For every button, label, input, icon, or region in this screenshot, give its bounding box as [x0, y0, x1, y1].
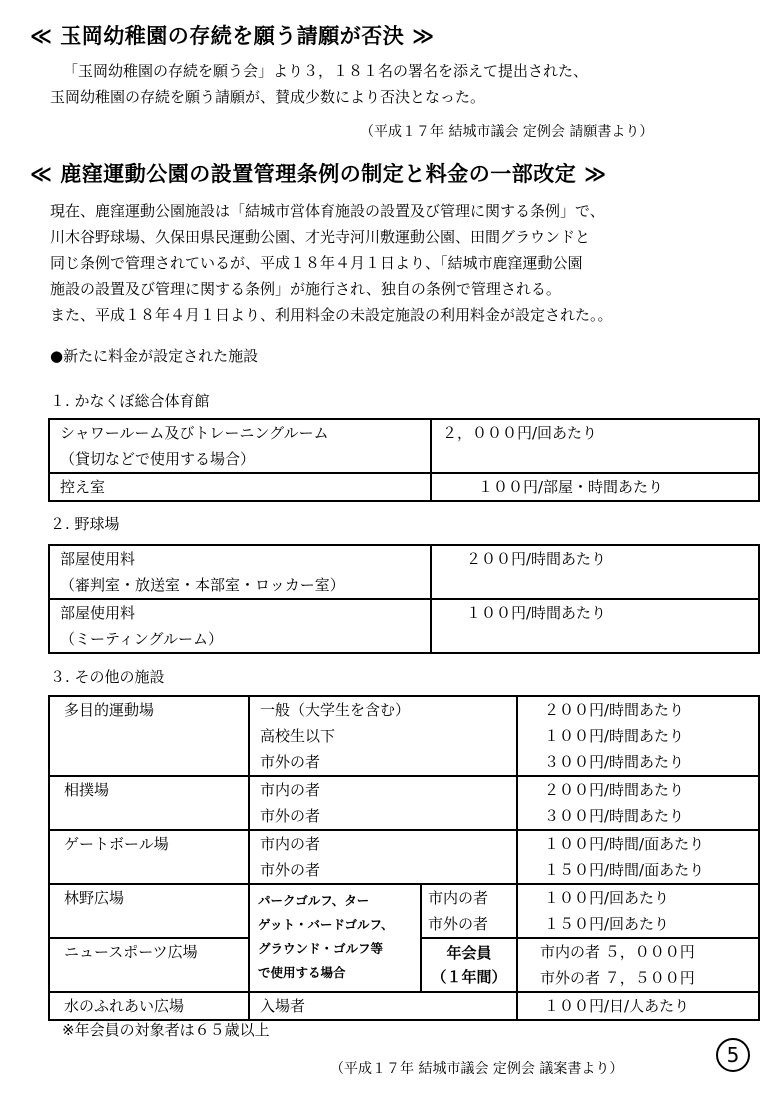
- membership-cell: [421, 938, 517, 992]
- section1-heading: ≪ 玉岡幼稚園の存続を願う請願が否決 ≫: [30, 24, 435, 48]
- category: 市内の者: [260, 835, 321, 853]
- baseball-fee-table: [48, 544, 760, 654]
- merged-usage-cell: [249, 884, 421, 992]
- table-cell: [49, 599, 431, 653]
- facility-name: 水のふれあい広場: [49, 992, 249, 1020]
- usage-line: ゲット・バードゴルフ、: [258, 917, 394, 932]
- price: 市内の者 ５，０００円: [540, 943, 695, 961]
- price-cell: ２００円/時間あたり: [431, 545, 759, 599]
- category: 一般（大学生を含む）: [260, 701, 411, 719]
- facility-note: （貸切などで使用する場合）: [60, 450, 256, 468]
- table-cell: [249, 776, 517, 830]
- facility-name: 部屋使用料: [60, 550, 136, 568]
- price: １５０円/回あたり: [544, 915, 670, 933]
- bullet-heading: ●新たに料金が設定された施設: [50, 347, 259, 365]
- table-cell: [517, 696, 759, 776]
- price-cell: ２，０００円/回あたり: [431, 419, 759, 473]
- table-cell: [49, 545, 431, 599]
- category: 市内の者: [260, 781, 321, 799]
- section2-line-3: 同じ条例で管理されているが、平成１８年４月１日より、「結城市鹿窪運動公園: [50, 254, 583, 272]
- section1-source: （平成１７年 結城市議会 定例会 請願書より）: [360, 124, 654, 140]
- category: 市外の者: [260, 807, 321, 825]
- table-cell: [421, 884, 517, 938]
- category: 市外の者: [428, 915, 489, 933]
- table-row: [49, 776, 759, 830]
- gym-fee-table: [48, 418, 760, 502]
- category: 高校生以下: [260, 727, 336, 745]
- usage-line: グラウンド・ゴルフ等: [258, 941, 384, 956]
- table-row: [49, 473, 759, 501]
- category: 入場者: [249, 992, 517, 1020]
- section1-line-2: 玉岡幼稚園の存続を願う請願が、賛成少数により否決となった。: [50, 88, 486, 106]
- category: 年会員: [446, 944, 492, 962]
- sub3-title: ３. その他の施設: [50, 668, 165, 686]
- table-row: [49, 830, 759, 884]
- category: （１年間）: [431, 968, 507, 986]
- facility-name: 多目的運動場: [49, 696, 249, 776]
- facility-name: シャワールーム及びトレーニングルーム: [60, 424, 329, 442]
- table-row: [49, 696, 759, 776]
- table-row: [49, 992, 759, 1020]
- price-cell: １００円/部屋・時間あたり: [431, 473, 759, 501]
- facility-name: ゲートボール場: [49, 830, 249, 884]
- price: 市外の者 ７，５００円: [540, 969, 695, 987]
- section2-line-1: 現在、鹿窪運動公園施設は「結城市営体育施設の設置及び管理に関する条例」で、: [50, 202, 605, 220]
- table-row: [49, 884, 759, 938]
- section2-heading: ≪ 鹿窪運動公園の設置管理条例の制定と料金の一部改定 ≫: [30, 162, 607, 186]
- usage-line: で使用する場合: [258, 965, 346, 980]
- facility-name: 控え室: [49, 473, 431, 501]
- category: 市外の者: [260, 753, 321, 771]
- table-cell: [517, 830, 759, 884]
- price: １００円/時間/面あたり: [544, 835, 705, 853]
- price: １００円/回あたり: [544, 889, 670, 907]
- other-facilities-table: [48, 695, 760, 1021]
- facility-name: ニュースポーツ広場: [49, 938, 249, 992]
- table-cell: [49, 419, 431, 473]
- price: １５０円/時間/面あたり: [544, 861, 705, 879]
- table-cell: [517, 776, 759, 830]
- facility-note: （ミーティングルーム）: [60, 630, 224, 648]
- facility-note: （審判室・放送室・本部室・ロッカー室）: [60, 576, 345, 594]
- sub2-title: ２. 野球場: [50, 515, 120, 533]
- table-row: [49, 419, 759, 473]
- section1-line-1: 「玉岡幼稚園の存続を願う会」より３，１８１名の署名を添えて提出された、: [63, 62, 589, 80]
- price: ２００円/時間あたり: [544, 701, 685, 719]
- table-cell: [517, 938, 759, 992]
- price: ３００円/時間あたり: [544, 753, 685, 771]
- category: 市外の者: [260, 861, 321, 879]
- usage-line: パークゴルフ、ター: [258, 893, 370, 908]
- price: １００円/時間あたり: [544, 727, 685, 745]
- section2-line-2: 川木谷野球場、久保田県民運動公園、才光寺河川敷運動公園、田間グラウンドと: [50, 228, 591, 246]
- section2-line-4: 施設の設置及び管理に関する条例」が施行され、独自の条例で管理される。: [50, 280, 561, 298]
- page-number: 5: [716, 1038, 750, 1072]
- facility-name: 部屋使用料: [60, 604, 136, 622]
- price: ２００円/時間あたり: [544, 781, 685, 799]
- section2-source: （平成１７年 結城市議会 定例会 議案書より）: [330, 1061, 624, 1077]
- table-row: [49, 599, 759, 653]
- category: 市内の者: [428, 889, 489, 907]
- price: １００円/日/人あたり: [517, 992, 759, 1020]
- table-cell: [249, 830, 517, 884]
- price: ３００円/時間あたり: [544, 807, 685, 825]
- section2-line-5: また、平成１８年４月１日より、利用料金の未設定施設の利用料金が設定された。。: [50, 306, 613, 324]
- footnote: ※年会員の対象者は６５歳以上: [62, 1021, 270, 1039]
- facility-name: 林野広場: [49, 884, 249, 938]
- sub1-title: １. かなくぼ総合体育館: [50, 392, 210, 410]
- facility-name: 相撲場: [49, 776, 249, 830]
- table-cell: [249, 696, 517, 776]
- table-cell: [517, 884, 759, 938]
- price-cell: １００円/時間あたり: [431, 599, 759, 653]
- table-row: [49, 545, 759, 599]
